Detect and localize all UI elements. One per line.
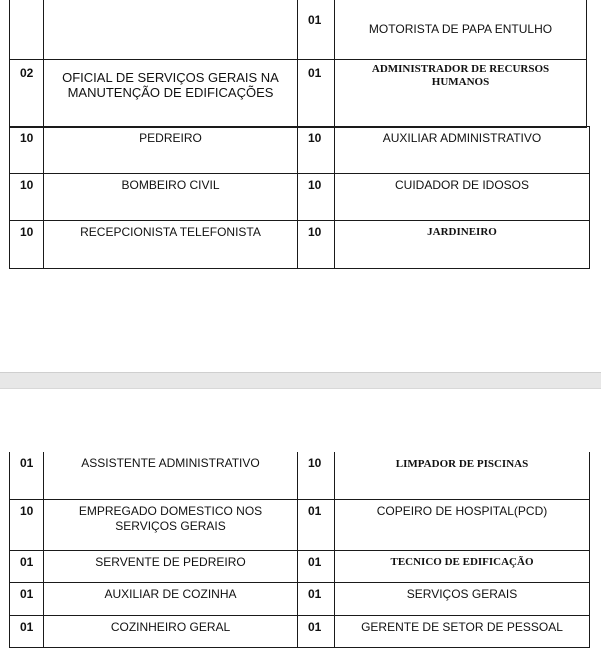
job-cell	[335, 615, 590, 647]
qty-cell	[10, 60, 44, 128]
qty-value: 01	[20, 619, 34, 634]
qty-value: 10	[20, 131, 34, 145]
job-cell	[44, 615, 298, 647]
qty-cell	[298, 0, 335, 60]
qty-cell	[298, 615, 335, 647]
qty-value: 10	[308, 456, 322, 470]
job-cell	[44, 582, 298, 615]
table-row	[10, 174, 590, 221]
job-title: PEDREIRO	[139, 131, 202, 145]
qty-value: 10	[20, 225, 34, 239]
qty-value	[10, 0, 43, 3]
qty-value: 02	[20, 66, 34, 80]
table-row	[10, 582, 590, 615]
jobs-table-page-1	[9, 0, 587, 128]
qty-cell	[298, 550, 335, 582]
job-title: AUXILIAR DE COZINHA	[104, 586, 237, 601]
qty-cell	[10, 452, 44, 499]
job-cell	[44, 499, 298, 550]
qty-value: 10	[308, 131, 322, 145]
job-cell	[335, 0, 587, 60]
job-cell	[44, 127, 298, 174]
job-title: TECNICO DE EDIFICAÇÃO	[390, 555, 534, 568]
qty-cell	[10, 499, 44, 550]
qty-value: 01	[20, 586, 34, 601]
qty-value: 10	[20, 178, 34, 192]
table-row	[10, 127, 590, 174]
job-cell	[335, 499, 590, 550]
qty-cell	[298, 221, 335, 269]
job-cell	[335, 221, 590, 269]
job-title: ADMINISTRADOR DE RECURSOS HUMANOS	[371, 63, 550, 88]
qty-cell	[298, 127, 335, 174]
job-title: SERVENTE DE PEDREIRO	[95, 554, 246, 569]
job-title: EMPREGADO DOMESTICO NOS SERVIÇOS GERAIS	[78, 503, 263, 533]
qty-value: 01	[308, 554, 322, 569]
job-cell	[335, 582, 590, 615]
job-title: COPEIRO DE HOSPITAL(PCD)	[376, 503, 548, 518]
qty-cell	[298, 60, 335, 128]
job-title: SERVIÇOS GERAIS	[406, 586, 518, 601]
qty-cell	[10, 221, 44, 269]
job-cell	[44, 174, 298, 221]
jobs-table-page-2	[9, 452, 590, 648]
qty-value: 10	[308, 225, 322, 239]
qty-value: 10	[308, 178, 322, 192]
qty-cell	[298, 452, 335, 499]
job-title: AUXILIAR ADMINISTRATIVO	[382, 131, 542, 145]
table-row	[10, 499, 590, 550]
qty-value: 01	[308, 66, 322, 80]
table-row	[10, 0, 587, 60]
qty-value: 01	[308, 619, 322, 634]
job-cell	[44, 60, 298, 128]
job-title: JARDINEIRO	[427, 226, 497, 238]
job-title: LIMPADOR DE PISCINAS	[395, 458, 529, 470]
qty-value: 01	[308, 586, 322, 601]
qty-cell	[10, 615, 44, 647]
job-title: CUIDADOR DE IDOSOS	[394, 178, 529, 192]
qty-cell	[298, 499, 335, 550]
job-cell	[44, 0, 298, 60]
job-title: GERENTE DE SETOR DE PESSOAL	[361, 619, 563, 634]
jobs-table-page-1-lower	[9, 126, 590, 269]
qty-value: 10	[20, 503, 34, 518]
qty-cell	[298, 174, 335, 221]
job-title: MOTORISTA DE PAPA ENTULHO	[368, 22, 553, 36]
table-row	[10, 452, 590, 499]
job-title: RECEPCIONISTA TELEFONISTA	[80, 225, 261, 239]
job-title: ASSISTENTE ADMINISTRATIVO	[81, 456, 260, 470]
qty-value: 01	[308, 503, 322, 518]
qty-cell	[10, 0, 44, 60]
qty-value: 01	[308, 13, 322, 27]
table-row	[10, 60, 587, 128]
job-title: BOMBEIRO CIVIL	[121, 178, 220, 192]
qty-value: 01	[20, 554, 34, 569]
page-separator	[0, 372, 601, 389]
job-cell	[335, 452, 590, 499]
job-cell	[335, 127, 590, 174]
job-title: OFICIAL DE SERVIÇOS GERAIS NA MANUTENÇÃO DE EDIFICAÇÕES	[62, 70, 279, 100]
qty-value: 01	[20, 456, 34, 470]
table-row	[10, 615, 590, 647]
job-title: COZINHEIRO GERAL	[110, 619, 231, 634]
qty-cell	[10, 174, 44, 221]
job-cell	[44, 550, 298, 582]
job-title	[44, 0, 297, 3]
table-row	[10, 550, 590, 582]
job-cell	[44, 452, 298, 499]
qty-cell	[10, 127, 44, 174]
job-cell	[335, 60, 587, 128]
qty-cell	[298, 582, 335, 615]
job-cell	[335, 174, 590, 221]
qty-cell	[10, 550, 44, 582]
job-cell	[335, 550, 590, 582]
qty-cell	[10, 582, 44, 615]
table-row	[10, 221, 590, 269]
job-cell	[44, 221, 298, 269]
